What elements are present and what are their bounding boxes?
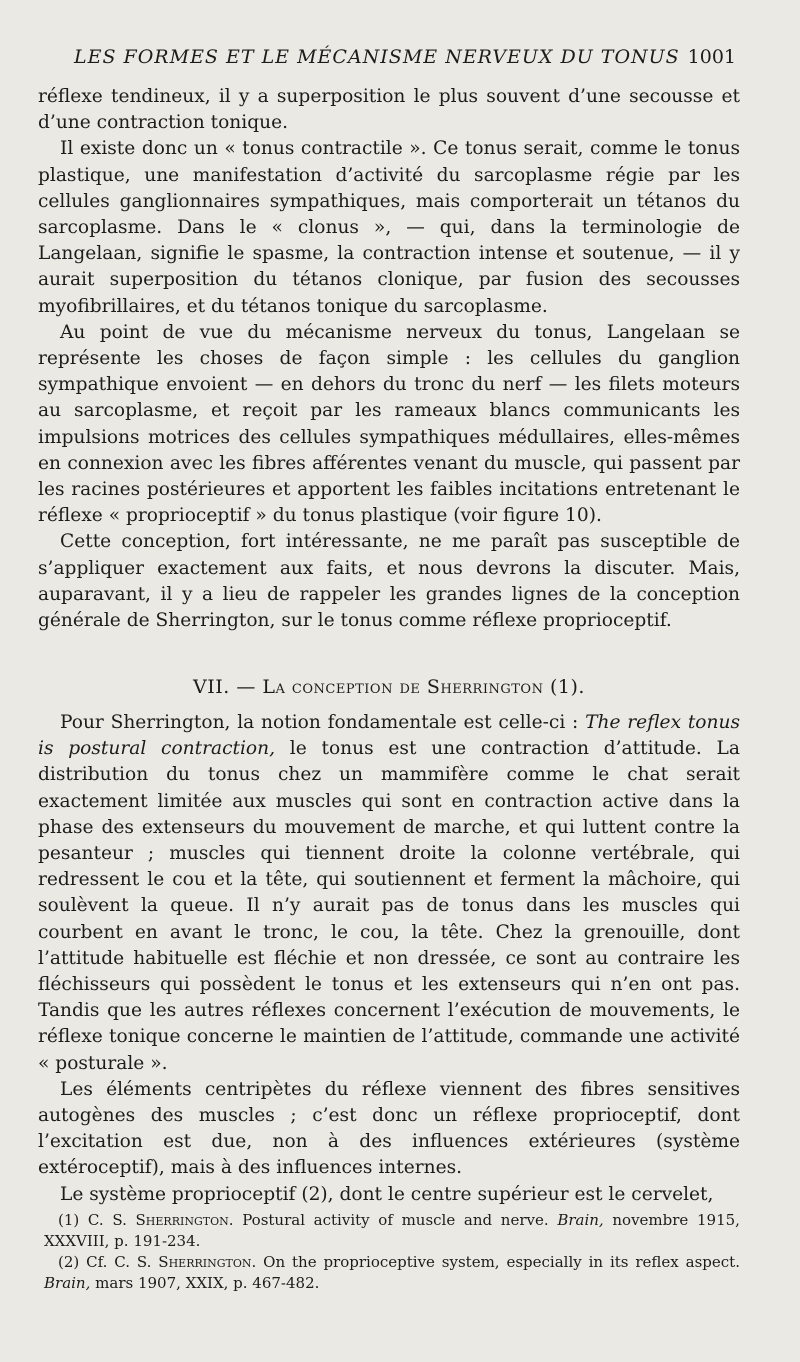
footnote-marker: (1) C. S.	[58, 1211, 127, 1229]
footnote-details: novembre 1915, XXXVIII, p. 191-234.	[44, 1211, 740, 1250]
footnote-text: On the proprioceptive system, especially in its reflex aspect.	[263, 1253, 740, 1271]
paragraph-rest: le tonus est une contraction d’attitude. La distribution du tonus chez un mammifère comme le chat serait exactement limitée aux muscles qui sont en contraction active dans la phase des extenseurs du mouvement de marche, et qui luttent contre la pesanteur ; muscles qui tiennent droite la colonne vertébrale, qui redressent le cou et la tête, qui soutiennent et ferment la mâchoire, qui soulèvent la queue. Il n’y aurait pas de tonus dans les muscles qui courbent en avant le tronc, le cou, la tête. Chez la grenouille, dont l’attitude habituelle est fléchie et non dressée, ce sont au contraire les fléchisseurs qui possèdent le tonus et les extenseurs qui n’en ont pas. Tandis que les autres réflexes concernent l’exécution de mouvements, le réflexe tonique concerne le maintien de l’attitude, commande une activité « posturale ».	[38, 738, 740, 1074]
paragraph: Le système proprioceptif (2), dont le centre supérieur est le cervelet,	[60, 1183, 714, 1205]
footnote-author: Sherrington.	[135, 1211, 234, 1229]
paragraph: réflexe tendineux, il y a superposition le plus souvent d’une secousse et d’une contraction tonique.	[38, 86, 740, 134]
footnote-marker: (2) Cf. C. S.	[58, 1253, 152, 1271]
body-text-lower	[38, 710, 740, 1208]
paragraph-sherrington	[38, 710, 740, 1077]
section-title: La conception de Sherrington	[262, 676, 544, 698]
running-header	[66, 46, 736, 74]
section-number: VII. —	[193, 676, 256, 698]
section-note-ref: (1).	[550, 676, 585, 698]
paragraph: Il existe donc un « tonus contractile ». Ce tonus serait, comme le tonus plastique, une manifestation d’activité du sarcoplasme régie par les cellules ganglionnaires sympathiques, mais comporterait un tétanos du sarcoplasme. Dans le « clonus », — qui, dans la terminologie de Langelaan, signifie le spasme, la contraction intense et soutenue, — il y aurait superposition du tétanos clonique, par fusion des secousses myofibrillaires, et du tétanos tonique du sarcoplasme.	[38, 138, 740, 317]
footnote-journal: Brain,	[44, 1274, 91, 1292]
footnote	[44, 1210, 740, 1252]
english-quote: The reflex tonus is postural contraction,	[38, 712, 740, 760]
running-title: LES FORMES ET LE MÉCANISME NERVEUX DU TONUS	[74, 46, 680, 68]
paragraph: Au point de vue du mécanisme nerveux du tonus, Langelaan se représente les choses de façon simple : les cellules du ganglion sympathique envoient — en dehors du tronc du nerf — les filets moteurs au sarcoplasme, et reçoit par les rameaux blancs communicants les impulsions motrices des cellules sympathiques médullaires, elles-mêmes en connexion avec les fibres afférentes venant du muscle, qui passent par les racines postérieures et apportent les faibles incitations entretenant le réflexe « proprioceptif » du tonus plastique (voir figure 10).	[38, 321, 740, 527]
footnote-journal: Brain,	[557, 1211, 604, 1229]
paragraph: Les éléments centripètes du réflexe viennent des fibres sensitives autogènes des muscles ; c’est donc un réflexe proprioceptif, dont l’excitation est due, non à des influences extérieures (système extéroceptif), mais à des influences internes.	[38, 1078, 740, 1179]
section-heading	[38, 676, 740, 698]
page-number: 1001	[687, 46, 736, 68]
footnote	[44, 1252, 740, 1294]
footnote-author: Sherrington.	[158, 1253, 257, 1271]
paragraph: Cette conception, fort intéressante, ne me paraît pas susceptible de s’appliquer exactement aux faits, et nous devrons la discuter. Mais, auparavant, il y a lieu de rappeler les grandes lignes de la conception générale de Sherrington, sur le tonus comme réflexe proprioceptif.	[38, 531, 740, 632]
footnote-text: Postural activity of muscle and nerve.	[242, 1211, 549, 1229]
footnotes	[44, 1210, 740, 1294]
footnote-details: mars 1907, XXIX, p. 467-482.	[95, 1274, 320, 1292]
body-text-upper	[38, 84, 740, 634]
paragraph-lead: Pour Sherrington, la notion fondamentale est celle-ci :	[60, 712, 579, 733]
